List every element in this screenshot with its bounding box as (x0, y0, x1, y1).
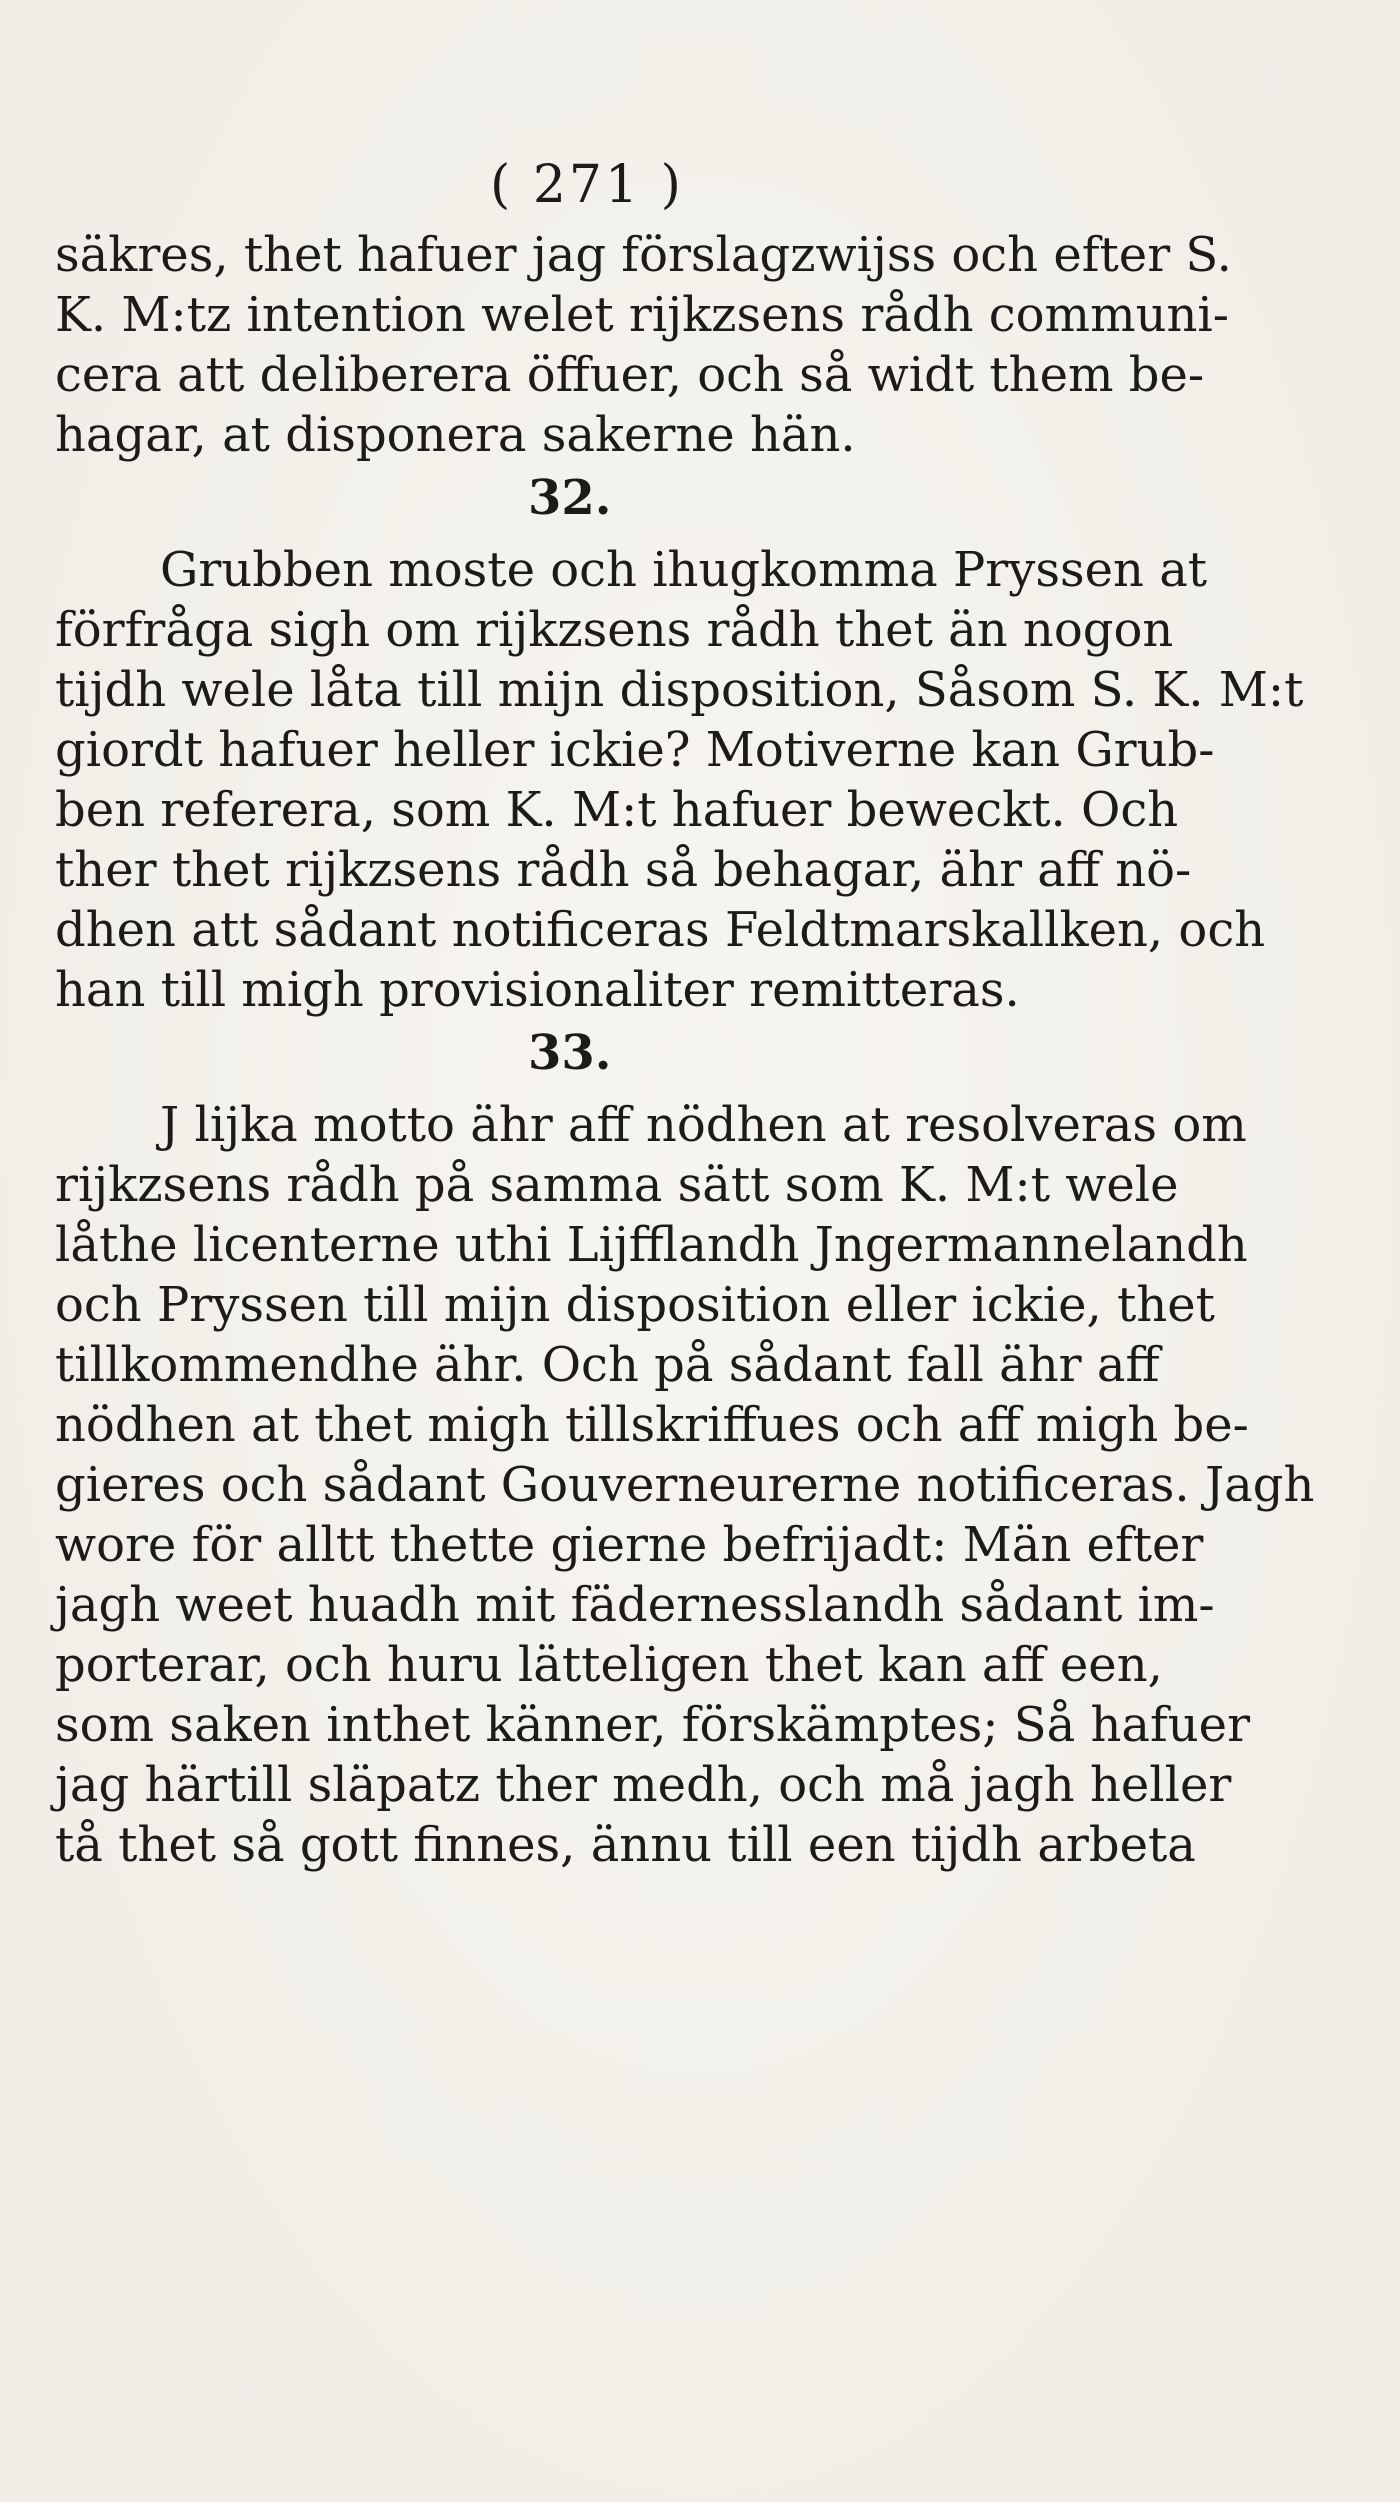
text-line: hagar, at disponera sakerne hän. (55, 407, 856, 463)
text-line: nödhen at thet migh tillskriffues och aff migh be- (55, 1397, 1249, 1453)
text-line: säkres, thet hafuer jag förslagzwijss och efter S. (55, 227, 1232, 283)
text-line: tå thet så gott finnes, ännu till een tijdh arbeta (55, 1817, 1196, 1873)
text-line: Grubben moste och ihugkomma Pryssen at (160, 542, 1208, 598)
text-line: jag härtill släpatz ther medh, och må jagh heller (55, 1757, 1232, 1813)
text-line: han till migh provisionaliter remitteras. (55, 962, 1020, 1018)
text-line: wore för alltt thette gierne befrijadt: Män efter (55, 1517, 1204, 1573)
text-line: giordt hafuer heller ickie? Motiverne kan Grub- (55, 722, 1215, 778)
section-number: 33. (528, 1025, 612, 1081)
text-line: förfråga sigh om rijkzsens rådh thet än nogon (55, 602, 1174, 658)
text-line: J lijka motto ähr aff nödhen at resolveras om (160, 1097, 1247, 1153)
text-line: låthe licenterne uthi Lijfflandh Jngermannelandh (55, 1217, 1248, 1273)
text-line: porterar, och huru lätteligen thet kan aff een, (55, 1637, 1163, 1693)
text-line: tijdh wele låta till mijn disposition, Såsom S. K. M:t (55, 662, 1304, 718)
text-line: gieres och sådant Gouverneurerne notificeras. Jagh (55, 1457, 1315, 1513)
text-line: K. M:tz intention welet rijkzsens rådh communi- (55, 287, 1229, 343)
page-number: ( 271 ) (490, 155, 684, 215)
text-line: cera att deliberera öffuer, och så widt them be- (55, 347, 1205, 403)
text-line: och Pryssen till mijn disposition eller ickie, thet (55, 1277, 1215, 1333)
text-line: rijkzsens rådh på samma sätt som K. M:t wele (55, 1157, 1179, 1213)
section-number: 32. (528, 470, 612, 526)
text-line: tillkommendhe ähr. Och på sådant fall ähr aff (55, 1337, 1160, 1393)
text-line: som saken inthet känner, förskämptes; Så hafuer (55, 1697, 1251, 1753)
text-line: ben referera, som K. M:t hafuer beweckt. Och (55, 782, 1179, 838)
text-line: ther thet rijkzsens rådh så behagar, ähr aff nö- (55, 842, 1192, 898)
text-line: dhen att sådant notificeras Feldtmarskallken, och (55, 902, 1266, 958)
text-line: jagh weet huadh mit fädernesslandh sådant im- (55, 1577, 1215, 1633)
